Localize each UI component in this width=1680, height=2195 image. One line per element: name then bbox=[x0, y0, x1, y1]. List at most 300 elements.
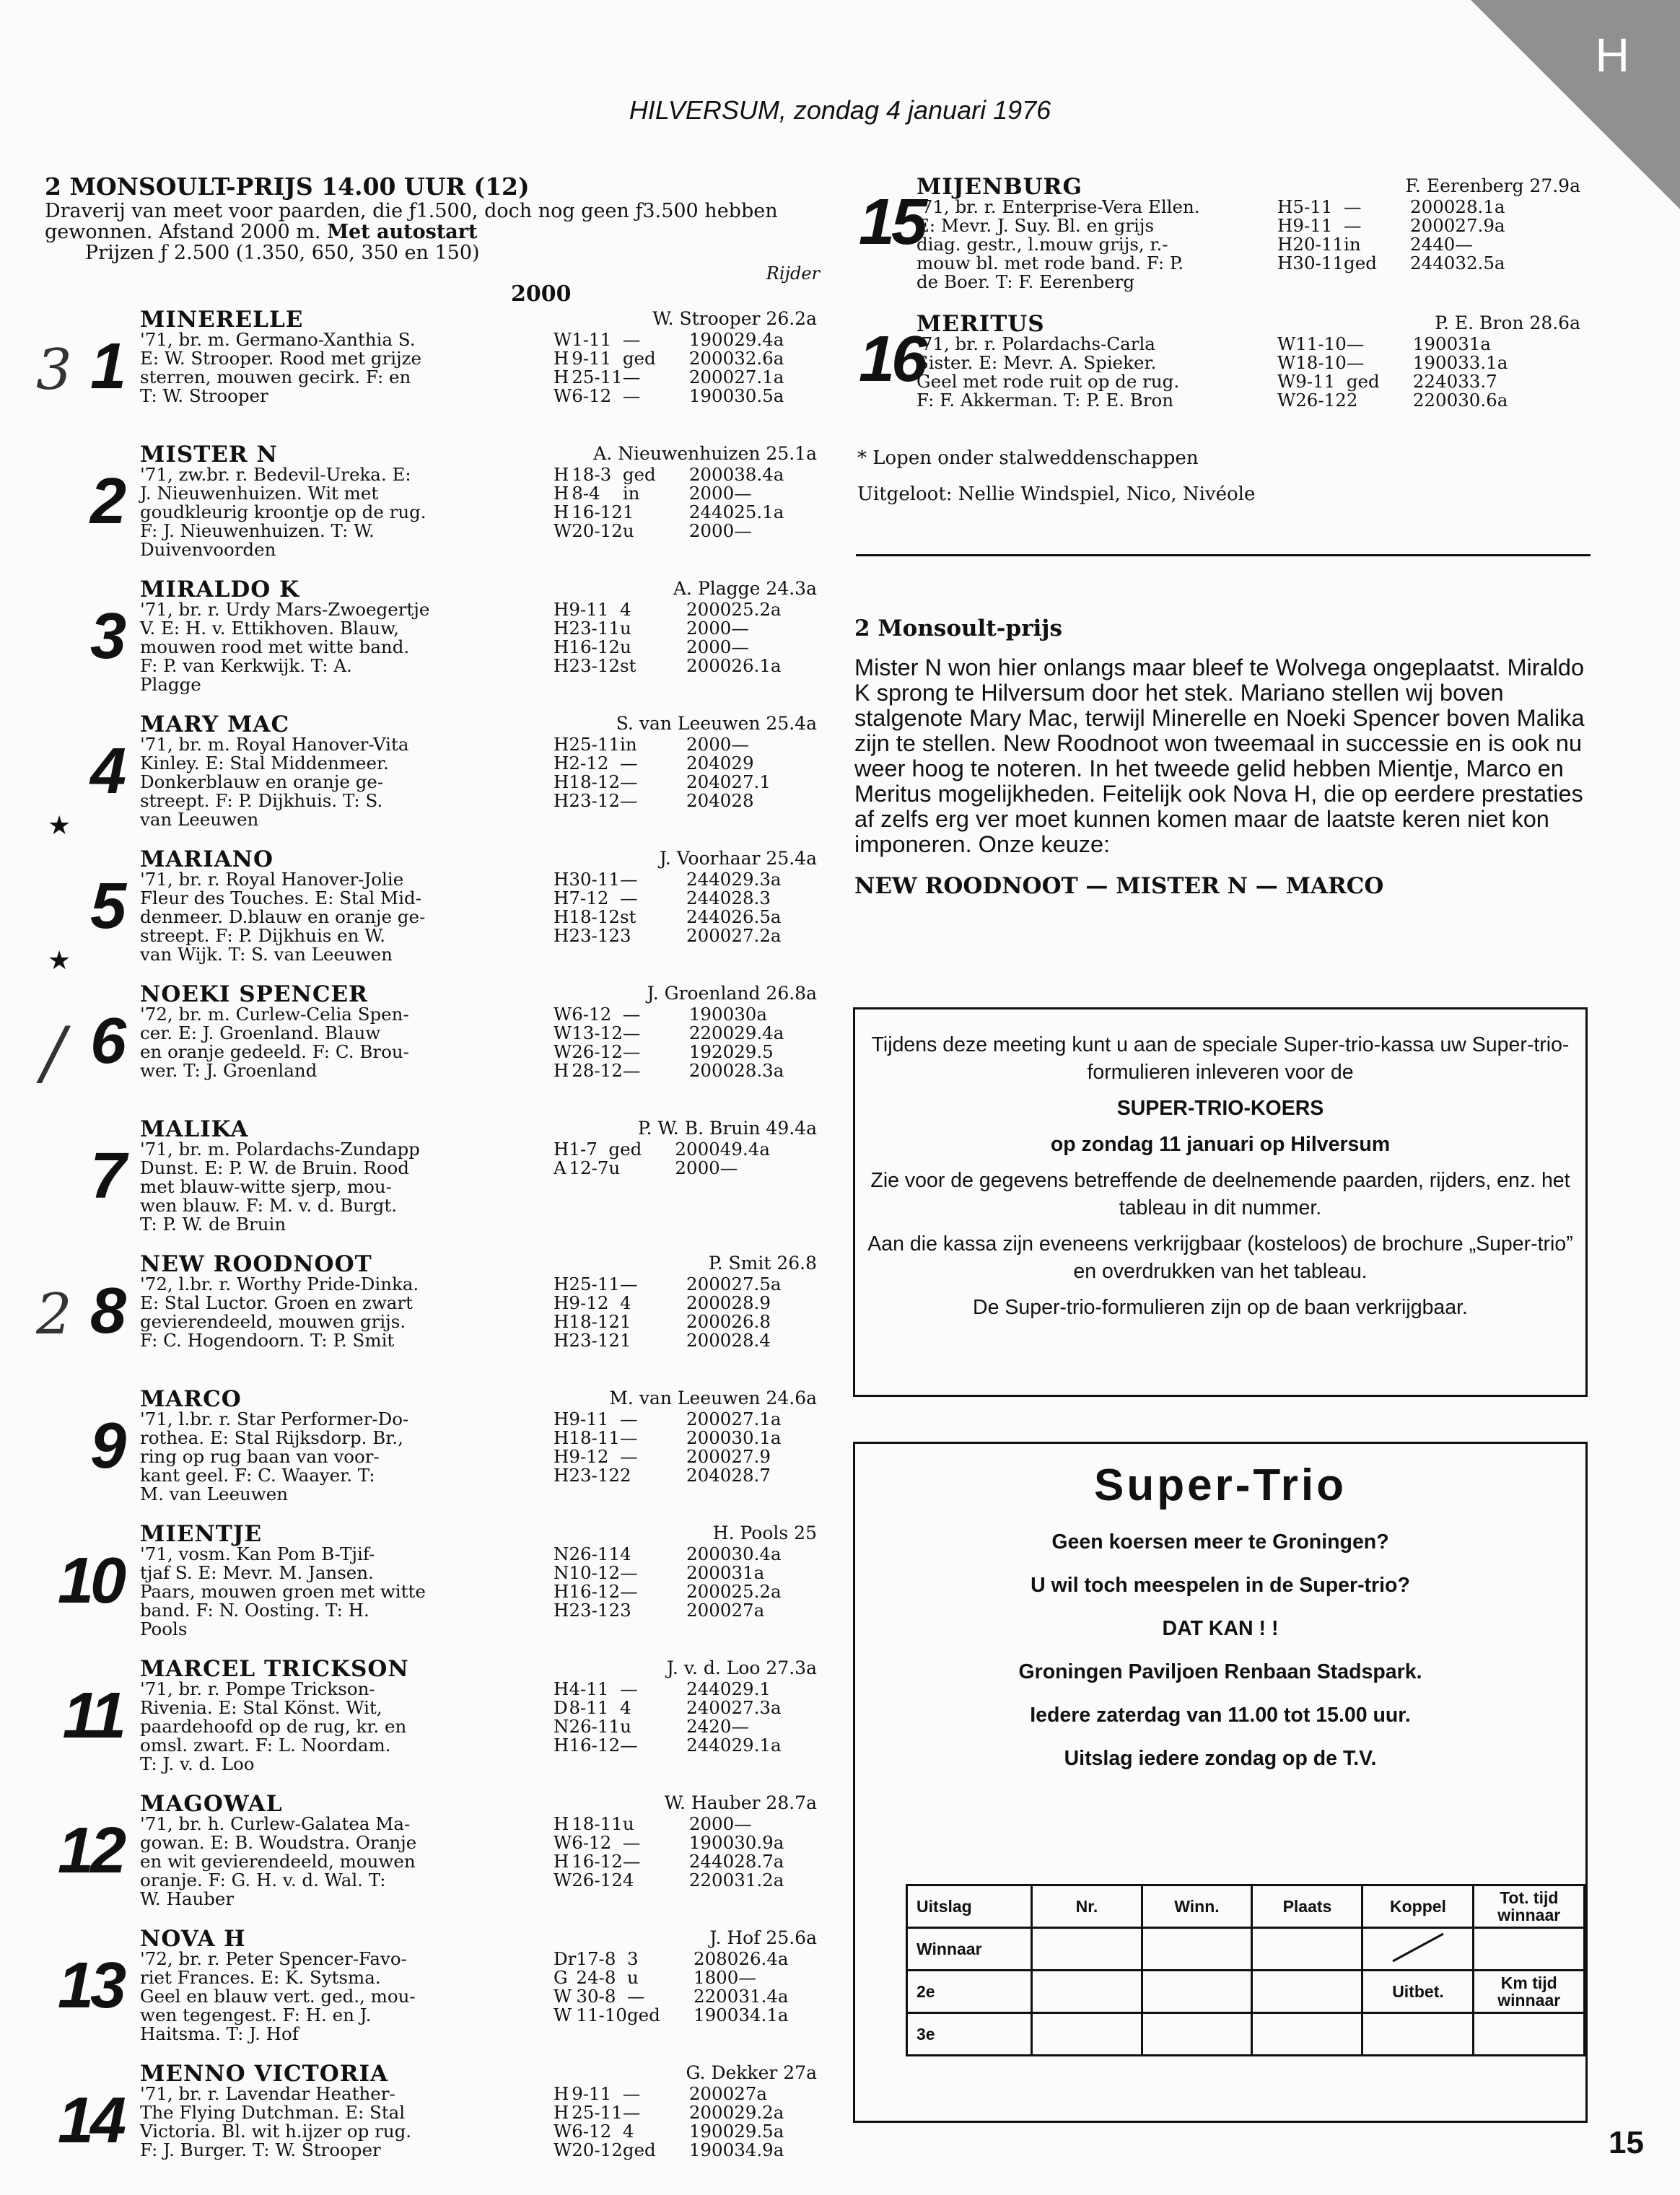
description-line: riet Frances. E: K. Sytsma. bbox=[140, 1967, 381, 1988]
stalweddenschap-note: * Lopen onder stalweddenschappen bbox=[857, 447, 1199, 469]
description-line: Paars, mouwen groen met witte bbox=[140, 1581, 426, 1602]
record-cell: 29.1 bbox=[731, 1678, 771, 1699]
horse-description bbox=[140, 330, 548, 406]
description-line: en oranje gedeeld. F: C. Brou- bbox=[140, 1041, 409, 1062]
record-cell: H bbox=[554, 464, 569, 485]
record-cell: 2000 bbox=[688, 348, 735, 369]
record-cell: 3 bbox=[627, 1948, 639, 1969]
record-row bbox=[554, 368, 799, 387]
record-cell: — bbox=[622, 329, 641, 350]
record-cell: W bbox=[554, 520, 572, 541]
record-row bbox=[554, 1061, 799, 1080]
record-cell: — bbox=[1346, 333, 1365, 354]
horse-description bbox=[140, 1815, 548, 1909]
ad-line-6: Uitslag iedere zondag op de T.V. bbox=[1064, 1747, 1377, 1770]
record-cell: 10-12 bbox=[569, 1562, 621, 1583]
record-cell: — bbox=[620, 1274, 638, 1294]
record-cell: 29.2a bbox=[734, 2102, 784, 2123]
record-cell: W bbox=[554, 1986, 572, 2007]
grid-koppel-slash bbox=[1362, 1928, 1474, 1971]
result-grid bbox=[906, 1884, 1585, 2056]
description-line: '72, br. r. Peter Spencer-Favo- bbox=[140, 1948, 407, 1969]
horse-entry bbox=[36, 1250, 824, 1385]
record-cell: 13-12 bbox=[572, 1022, 623, 1043]
record-cell: — bbox=[719, 1157, 738, 1178]
horse-entry bbox=[45, 1925, 824, 2060]
record-cell: — bbox=[734, 483, 752, 504]
record-cell: 2000 bbox=[688, 520, 735, 541]
record-cell: W bbox=[554, 1832, 572, 1853]
record-cell: — bbox=[622, 385, 641, 406]
grid-cell bbox=[1032, 1928, 1142, 1971]
prognosis-text: Mister N won hier onlangs maar bleef te Wolvega ongeplaatst. Miraldo K sprong te Hilversum door het stek. Mariano stellen wij boven stalgenote Mary Mac, terwijl Minerelle en Noeki Spencer boven Malika zijn te stellen. New Roodnoot won tweemaal in successie en is ook nu weer hoog te noteren. In het tweede gelid hebben Mientje, Marco en Meritus mogelijkheden. Feitelijk ook Nova H, die op eerdere prestaties af zelfs erg ver moet kunnen komen maar de laatste keren niet kon imponeren. Onze keuze: bbox=[854, 654, 1585, 857]
record-cell: 2000 bbox=[686, 1274, 732, 1294]
record-cell: 16-12 bbox=[569, 636, 621, 657]
record-cell: — bbox=[620, 869, 638, 890]
description-line: Duivenvoorden bbox=[140, 539, 276, 560]
driver-record: W. Strooper 26.2a bbox=[652, 308, 817, 329]
record-cell: 25.2a bbox=[731, 599, 782, 620]
horse-entry bbox=[36, 306, 824, 441]
record-cell: H bbox=[554, 1600, 569, 1621]
record-cell: — bbox=[731, 1716, 749, 1737]
record-cell: — bbox=[627, 1986, 645, 2007]
grid-cell bbox=[1142, 2013, 1252, 2056]
description-line: streept. F: P. Dijkhuis. T: S. bbox=[140, 790, 383, 811]
box1-brochure: Aan die kassa zijn eveneens verkrijgbaar (kosteloos) de brochure „Super-trio” en overdrukken van het tableau. bbox=[867, 1232, 1573, 1283]
race-records bbox=[554, 1680, 824, 1755]
record-row bbox=[554, 1159, 785, 1178]
record-row bbox=[554, 754, 796, 773]
record-cell: H bbox=[554, 1330, 569, 1351]
record-cell: 2000 bbox=[686, 1292, 732, 1313]
description-line: '71, br. r. Lavendar Heather- bbox=[140, 2083, 395, 2104]
record-row bbox=[554, 908, 796, 926]
record-cell: 28.9 bbox=[731, 1292, 771, 1313]
record-row bbox=[1277, 254, 1520, 273]
super-trio-title: Super-Trio bbox=[1093, 1460, 1347, 1510]
record-cell: u bbox=[620, 618, 631, 639]
record-cell: 25.1a bbox=[734, 501, 784, 522]
driver-record: M. van Leeuwen 24.6a bbox=[609, 1388, 817, 1408]
race-records bbox=[554, 1950, 824, 2025]
driver-record: W. Hauber 28.7a bbox=[664, 1792, 817, 1813]
record-row bbox=[554, 330, 799, 349]
record-cell: 27a bbox=[731, 1600, 765, 1621]
record-row bbox=[554, 2006, 803, 2025]
record-cell: 25-11 bbox=[572, 2102, 623, 2123]
record-cell: 25-11 bbox=[569, 1274, 621, 1294]
horse-name: MARCEL TRICKSON bbox=[140, 1656, 409, 1682]
start-number: 14 bbox=[57, 2085, 123, 2157]
horse-description bbox=[140, 1275, 548, 1350]
record-cell: 28.4 bbox=[731, 1330, 771, 1351]
record-row bbox=[554, 503, 799, 522]
record-row bbox=[1277, 391, 1523, 410]
start-number: 5 bbox=[89, 870, 123, 942]
start-number: 15 bbox=[858, 186, 924, 258]
handwritten-mark: 3 bbox=[36, 338, 72, 403]
record-cell: 9-11 bbox=[569, 1408, 609, 1429]
record-cell: 16-12 bbox=[572, 501, 623, 522]
record-cell: 31a bbox=[1458, 333, 1491, 354]
record-cell: 23-12 bbox=[569, 790, 621, 811]
prognosis-title: 2 Monsoult-prijs bbox=[854, 615, 1062, 641]
record-row bbox=[554, 735, 796, 754]
record-cell: — bbox=[622, 2102, 641, 2123]
record-cell: — bbox=[622, 1041, 641, 1062]
record-cell: — bbox=[622, 1060, 641, 1081]
ad-line-5: Iedere zaterdag van 11.00 tot 15.00 uur. bbox=[1030, 1704, 1411, 1727]
horse-name: NEW ROODNOOT bbox=[140, 1251, 372, 1277]
race-description-autostart: Met autostart bbox=[327, 221, 478, 243]
record-cell: 2040 bbox=[686, 790, 732, 811]
record-cell: 25-11 bbox=[569, 734, 621, 755]
record-cell: H bbox=[554, 771, 569, 792]
record-cell: 1 bbox=[620, 1311, 631, 1332]
start-number: 8 bbox=[89, 1275, 123, 1347]
grid-koppel: Koppel bbox=[1362, 1885, 1474, 1928]
corner-letter: H bbox=[1595, 28, 1629, 82]
record-cell: 27.1a bbox=[734, 367, 784, 387]
description-line: tjaf S. E: Mevr. M. Jansen. bbox=[140, 1562, 374, 1583]
record-cell: 2000 bbox=[686, 599, 732, 620]
record-cell: H bbox=[554, 655, 569, 676]
record-cell: 27.1a bbox=[731, 1408, 782, 1429]
record-cell: ged bbox=[627, 2005, 660, 2025]
record-row bbox=[554, 1275, 796, 1294]
description-line: de Boer. T: F. Eerenberg bbox=[916, 271, 1135, 292]
record-cell: 33.1a bbox=[1458, 352, 1508, 373]
star-icon: ★ bbox=[48, 946, 71, 976]
driver-record: F. Eerenberg 27.9a bbox=[1405, 175, 1580, 196]
record-cell: 2 bbox=[1346, 390, 1358, 411]
driver-record: A. Plagge 24.3a bbox=[673, 578, 817, 599]
record-cell: in bbox=[1344, 234, 1361, 255]
description-line: diag. gestr., l.mouw grijs, r.- bbox=[916, 234, 1168, 255]
horse-name: MISTER N bbox=[140, 442, 278, 468]
description-line: wen blauw. F: M. v. d. Burgt. bbox=[140, 1195, 397, 1216]
driver-record: J. Groenland 26.8a bbox=[647, 983, 817, 1004]
record-cell: 18-12 bbox=[569, 771, 621, 792]
record-row bbox=[554, 638, 796, 657]
record-cell: ged bbox=[622, 2139, 656, 2160]
record-row bbox=[554, 792, 796, 810]
record-cell: 1 bbox=[622, 501, 634, 522]
record-cell: 9-11 bbox=[1295, 371, 1336, 392]
record-cell: 31a bbox=[731, 1562, 765, 1583]
record-cell: 2040 bbox=[686, 1465, 732, 1486]
record-cell: 26.8 bbox=[731, 1311, 771, 1332]
record-cell: H bbox=[554, 348, 569, 369]
record-cell: 2440 bbox=[688, 501, 735, 522]
record-cell: H bbox=[554, 1427, 569, 1448]
horse-description bbox=[140, 2085, 548, 2160]
record-cell: 9-11 bbox=[572, 2083, 612, 2104]
record-cell: 26-12 bbox=[572, 1041, 623, 1062]
record-cell: — bbox=[731, 636, 749, 657]
description-line: '71, vosm. Kan Pom B-Tjif- bbox=[140, 1543, 375, 1564]
record-cell: in bbox=[622, 483, 640, 504]
horse-entry bbox=[45, 1655, 824, 1790]
grid-plaats: Plaats bbox=[1252, 1885, 1362, 1928]
race-records bbox=[554, 330, 824, 406]
record-cell: 1900 bbox=[688, 385, 735, 406]
driver-record: H. Pools 25 bbox=[712, 1523, 817, 1543]
record-cell: 29.3a bbox=[731, 869, 782, 890]
horse-description bbox=[140, 1410, 548, 1504]
horse-entry bbox=[45, 1790, 824, 1925]
horse-entry bbox=[42, 981, 824, 1116]
record-cell: 2 bbox=[620, 1465, 631, 1486]
record-row bbox=[554, 1545, 796, 1564]
record-cell: 3 bbox=[620, 1600, 631, 1621]
record-cell: 2000 bbox=[686, 1427, 732, 1448]
description-line: Donkerblauw en oranje ge- bbox=[140, 771, 384, 792]
record-cell: 31.4a bbox=[738, 1986, 789, 2007]
box1-forms: De Super-trio-formulieren zijn op de baan verkrijgbaar. bbox=[973, 1296, 1468, 1319]
record-row bbox=[554, 2141, 799, 2160]
horse-name: MERITUS bbox=[916, 311, 1045, 337]
record-cell: 49.4a bbox=[719, 1139, 770, 1160]
record-cell: 23-12 bbox=[569, 1465, 621, 1486]
record-cell: 25-11 bbox=[572, 367, 623, 387]
entry-list bbox=[36, 306, 824, 2195]
record-cell: 3 bbox=[620, 925, 631, 946]
record-row bbox=[554, 1680, 796, 1699]
grid-tweede: 2e bbox=[907, 1971, 1032, 2013]
record-cell: 2440 bbox=[1410, 253, 1456, 273]
page-header: HILVERSUM, zondag 4 januari 1976 bbox=[629, 95, 1051, 125]
record-cell: 30-11 bbox=[569, 869, 621, 890]
record-row bbox=[554, 1582, 796, 1601]
description-line: Plagge bbox=[140, 674, 201, 695]
record-cell: H bbox=[554, 636, 569, 657]
race-distance: 2000 bbox=[511, 281, 572, 307]
record-cell: u bbox=[622, 1813, 634, 1834]
record-row bbox=[1277, 335, 1523, 354]
record-cell: H bbox=[554, 618, 569, 639]
horse-entry bbox=[852, 310, 1588, 447]
record-cell: 2000 bbox=[686, 636, 732, 657]
record-cell: 2000 bbox=[1410, 196, 1456, 217]
horse-description bbox=[140, 870, 548, 964]
record-cell: — bbox=[1346, 352, 1365, 373]
record-row bbox=[1277, 354, 1523, 372]
record-row bbox=[554, 2122, 799, 2141]
star-icon: ★ bbox=[48, 811, 71, 841]
description-line: cer. E: J. Groenland. Blauw bbox=[140, 1022, 381, 1043]
record-cell: 9-12 bbox=[569, 1292, 609, 1313]
record-cell: 18-10 bbox=[1295, 352, 1347, 373]
record-cell: 32.6a bbox=[734, 348, 784, 369]
record-cell: — bbox=[620, 790, 638, 811]
driver-record: A. Nieuwenhuizen 25.1a bbox=[593, 443, 817, 464]
description-line: en wit gevierendeeld, mouwen bbox=[140, 1851, 416, 1872]
record-cell: 30-8 bbox=[576, 1986, 616, 2007]
record-cell: 26-11 bbox=[569, 1543, 621, 1564]
record-cell: H bbox=[554, 888, 569, 908]
record-cell: 27.9 bbox=[731, 1446, 771, 1467]
record-cell: 6-12 bbox=[572, 385, 612, 406]
record-row bbox=[554, 1043, 799, 1061]
record-cell: H bbox=[554, 753, 569, 774]
description-line: E: Mevr. J. Suy. Bl. en grijs bbox=[916, 215, 1155, 236]
record-cell: — bbox=[620, 1562, 638, 1583]
record-row bbox=[554, 1564, 796, 1582]
record-cell: 1 bbox=[620, 1330, 631, 1351]
record-cell: 2440 bbox=[686, 1678, 732, 1699]
record-cell: 26-12 bbox=[572, 1870, 623, 1890]
record-row bbox=[554, 1447, 796, 1466]
record-cell: 6-12 bbox=[572, 2121, 612, 2142]
grid-cell bbox=[1252, 2013, 1362, 2056]
record-cell: H bbox=[554, 2102, 569, 2123]
grid-derde: 3e bbox=[907, 2013, 1032, 2056]
record-cell: 4 bbox=[622, 2121, 634, 2142]
horse-entry bbox=[45, 711, 824, 846]
record-cell: 27.1 bbox=[731, 771, 771, 792]
record-row bbox=[554, 2103, 799, 2122]
horse-entry bbox=[45, 1520, 824, 1655]
record-cell: 38.4a bbox=[734, 464, 784, 485]
record-cell: W bbox=[554, 385, 572, 406]
record-row bbox=[554, 1005, 799, 1024]
start-number: 9 bbox=[89, 1410, 123, 1482]
horse-entry bbox=[45, 1116, 824, 1250]
description-line: T: W. Strooper bbox=[140, 385, 268, 406]
horse-name: MARCO bbox=[140, 1386, 242, 1412]
horse-name: MINERELLE bbox=[140, 307, 304, 333]
record-cell: W bbox=[554, 1022, 572, 1043]
divider bbox=[856, 554, 1591, 556]
record-cell: 4 bbox=[620, 1697, 631, 1718]
record-cell: W bbox=[554, 1004, 572, 1025]
record-cell: — bbox=[622, 1004, 641, 1025]
record-cell: 2440 bbox=[686, 906, 732, 927]
description-line: Pools bbox=[140, 1618, 188, 1639]
super-trio-kassa-box bbox=[853, 1007, 1588, 1397]
record-cell: 8-11 bbox=[569, 1697, 609, 1718]
record-cell: 26.1a bbox=[731, 655, 782, 676]
ad-line-3: DAT KAN ! ! bbox=[1162, 1617, 1279, 1640]
record-cell: 28-12 bbox=[572, 1060, 623, 1081]
driver-record: P. E. Bron 28.6a bbox=[1435, 312, 1580, 333]
race-records bbox=[554, 1140, 824, 1178]
record-cell: u bbox=[622, 520, 634, 541]
description-line: W. Hauber bbox=[140, 1888, 235, 1909]
grid-winn: Winn. bbox=[1142, 1885, 1252, 1928]
record-cell: u bbox=[608, 1157, 621, 1178]
record-cell: 30.4a bbox=[731, 1543, 782, 1564]
description-line: sterren, mouwen gecirk. F: en bbox=[140, 367, 411, 387]
start-number: 11 bbox=[62, 1680, 123, 1752]
record-cell: 2040 bbox=[686, 771, 732, 792]
driver-record: J. Hof 25.6a bbox=[709, 1927, 817, 1948]
description-line: goudkleurig kroontje op de rug. bbox=[140, 501, 426, 522]
record-row bbox=[554, 1466, 796, 1485]
record-cell: 11-10 bbox=[1295, 333, 1347, 354]
record-cell: W bbox=[554, 329, 572, 350]
description-line: '71, zw.br. r. Bedevil-Ureka. E: bbox=[140, 464, 411, 485]
record-cell: 4 bbox=[622, 1870, 634, 1890]
record-cell: 2240 bbox=[1412, 371, 1458, 392]
grid-uitslag: Uitslag bbox=[907, 1885, 1032, 1928]
record-cell: H bbox=[554, 790, 569, 811]
record-cell: 16-12 bbox=[572, 1851, 623, 1872]
record-cell: H bbox=[554, 2083, 569, 2104]
record-cell: 2000 bbox=[686, 1408, 732, 1429]
description-line: Geel met rode ruit op de rug. bbox=[916, 371, 1180, 392]
description-line: '72, br. m. Curlew-Celia Spen- bbox=[140, 1004, 409, 1025]
race-prizes: Prijzen ƒ 2.500 (1.350, 650, 350 en 150) bbox=[85, 242, 480, 264]
record-cell: st bbox=[620, 906, 636, 927]
record-cell: 2000 bbox=[688, 1813, 735, 1834]
description-line: '71, br. r. Royal Hanover-Jolie bbox=[140, 869, 404, 890]
record-cell: W bbox=[554, 2121, 572, 2142]
record-cell: 4 bbox=[620, 599, 631, 620]
record-cell: 34.1a bbox=[738, 2005, 789, 2025]
record-cell: 2000 bbox=[688, 464, 735, 485]
prognosis-pick: NEW ROODNOOT — MISTER N — MARCO bbox=[854, 873, 1384, 899]
record-cell: 2200 bbox=[688, 1022, 735, 1043]
record-cell: — bbox=[734, 520, 752, 541]
record-cell: ged bbox=[1346, 371, 1380, 392]
record-row bbox=[554, 1313, 796, 1331]
record-row bbox=[554, 773, 796, 792]
uitgeloot-note: Uitgeloot: Nellie Windspiel, Nico, Nivéole bbox=[857, 483, 1256, 505]
grid-tot-tijd: Tot. tijd winnaar bbox=[1474, 1885, 1585, 1928]
record-cell: 1900 bbox=[688, 1004, 735, 1025]
grid-cell bbox=[1252, 1971, 1362, 2013]
record-cell: H bbox=[554, 367, 569, 387]
record-cell: 2000 bbox=[675, 1157, 720, 1178]
record-cell: W bbox=[1277, 390, 1296, 411]
description-line: wen tegengest. F: H. en J. bbox=[140, 2005, 372, 2025]
record-cell: H bbox=[554, 1139, 569, 1160]
record-row bbox=[1277, 216, 1520, 235]
race-records bbox=[1277, 335, 1588, 410]
record-cell: 20-12 bbox=[572, 2139, 623, 2160]
record-cell: N bbox=[554, 1716, 569, 1737]
description-line: '71, br. h. Curlew-Galatea Ma- bbox=[140, 1813, 411, 1834]
description-line: omsl. zwart. F: L. Noordam. bbox=[140, 1735, 391, 1756]
record-cell: H bbox=[554, 925, 569, 946]
record-cell: W bbox=[1277, 371, 1296, 392]
record-cell: — bbox=[1344, 196, 1362, 217]
record-cell: H bbox=[1277, 215, 1293, 236]
box1-date: op zondag 11 januari op Hilversum bbox=[1050, 1133, 1391, 1156]
record-cell: 23-12 bbox=[569, 1330, 621, 1351]
record-cell: 2000 bbox=[686, 1562, 732, 1583]
record-row bbox=[554, 1294, 796, 1313]
record-cell: — bbox=[620, 1446, 638, 1467]
record-row bbox=[554, 1968, 803, 1987]
description-line: F: C. Hogendoorn. T: P. Smit bbox=[140, 1330, 395, 1351]
grid-cell bbox=[1362, 2013, 1474, 2056]
record-cell: 18-11 bbox=[569, 1427, 621, 1448]
record-cell: 1-7 bbox=[569, 1139, 598, 1160]
record-cell: 2000 bbox=[1410, 215, 1456, 236]
record-cell: 33.7 bbox=[1458, 371, 1497, 392]
grid-cell bbox=[1142, 1971, 1252, 2013]
record-cell: H bbox=[554, 599, 569, 620]
right-entry-list bbox=[852, 173, 1588, 447]
record-cell: 2000 bbox=[686, 734, 732, 755]
record-cell: — bbox=[622, 2083, 641, 2104]
record-cell: 2200 bbox=[694, 1986, 739, 2007]
record-cell: 26-11 bbox=[569, 1716, 621, 1737]
